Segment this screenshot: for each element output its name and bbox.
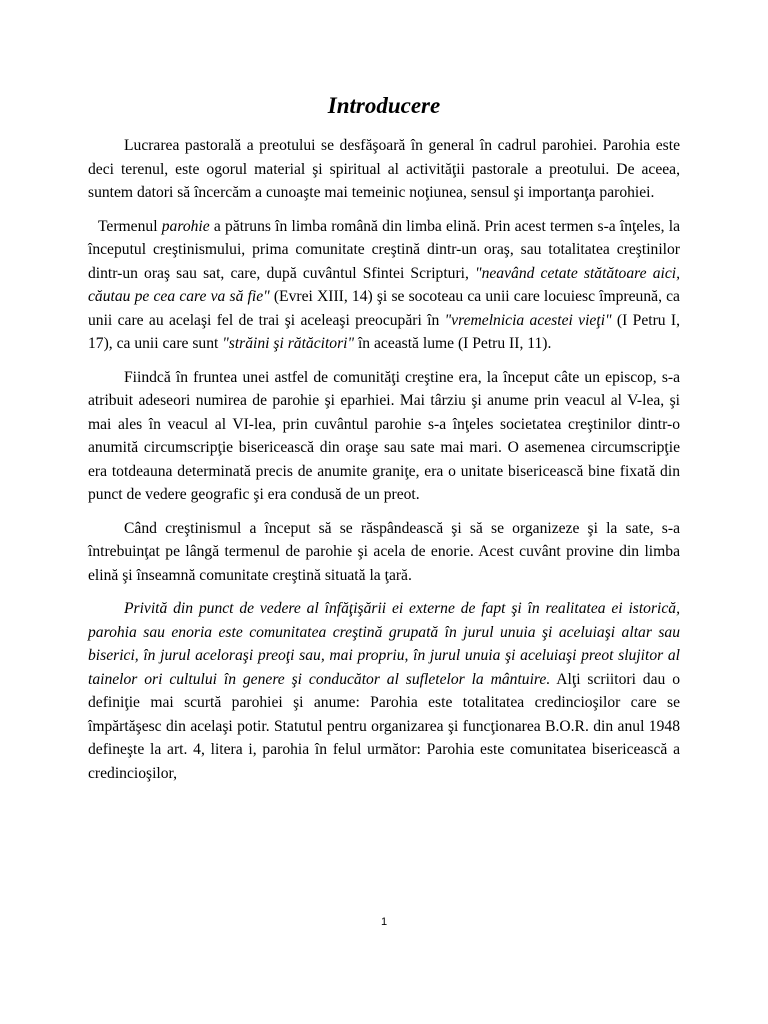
paragraph-1: Lucrarea pastorală a preotului se desfăşoară în general în cadrul parohiei. Parohia este deci terenul, este ogorul material şi spiritual al activităţii pastorale a preotului. De aceea, suntem datori să încercăm a cunoaşte mai temeinic noţiunea, sensul şi importanţa parohiei.: [88, 137, 680, 201]
paragraph-5-italic-definition: Privită din punct de vedere al înfăţişării ei externe de fapt şi în realitatea ei istorică, parohia sau enoria este comunitatea creştină grupată în jurul unuia şi aceluiaşi altar sau biserici, în jurul aceloraşi preoţi sau, mai propriu, în jurul unuia şi aceluiaşi preot slujitor al tainelor ori cultului în genere şi conducător al sufletelor la mântuire.: [88, 600, 680, 688]
paragraph-2-quote-2: "vremelnicia acestei vieţi": [444, 311, 612, 329]
paragraph-3: Fiindcă în fruntea unei astfel de comunităţi creştine era, la început câte un episcop, s-a atribuit adeseori numirea de parohie şi eparhiei. Mai târziu şi anume prin veacul al V-lea, şi mai ales în veacul al VI-lea, prin cuvântul parohie s-a înţeles societatea creştinilor dintr-o anumită circumscripţie bisericească din oraşe sau sate mai mari. O asemenea circumscripţie era totdeauna determinată precis de anumite graniţe, era o unitate bisericească bine fixată din punct de vedere geografic şi era condusă de un preot.: [88, 368, 680, 503]
paragraph-5-text: Alţi scriitori dau o definiţie mai scurtă parohiei şi anume: Parohia este totalitatea credincioşilor care se împărtăşesc din acelaşi potir. Statutul pentru organizarea şi funcţionarea B.O.R. din anul 1948 defineşte la art. 4, litera i, parohia în felul următor: Parohia este comunitatea bisericească a credincioşilor,: [88, 670, 680, 782]
paragraph-2-text-2: a pătruns în limba română din limba elină. Prin acest termen s-a înţeles, la începutul creştinismului, prima comunitate creştină dintr-un oraş, sau totalitatea creştinilor dintr-un oraş sau sat, care, după cuvântul Sfintei Scripturi,: [88, 217, 680, 282]
paragraph-2-text-1: Termenul: [98, 217, 162, 235]
page-number: 1: [380, 916, 388, 928]
paragraph-4: Când creştinismul a început să se răspândească şi să se organizeze şi la sate, s-a întrebuinţat pe lângă termenul de parohie şi acela de enorie. Acest cuvânt provine din limba elină şi înseamnă comunitate creştină situată la ţară.: [88, 519, 680, 584]
paragraph-2-text-3: (Evrei XIII, 14) şi se socoteau ca unii care locuiesc împreună, ca unii care au acelaşi fel de trai şi aceleaşi preocupări în: [88, 288, 680, 329]
document-page: [88, 92, 680, 795]
paragraph-2-italic-1: parohie: [161, 217, 210, 235]
paragraph-2: [88, 215, 680, 356]
paragraph-2-text-5: în această lume (I Petru II, 11).: [354, 335, 552, 352]
paragraph-2-quote-1: "neavând cetate stătătoare aici, căutau pe cea care va să fie": [88, 264, 680, 305]
paragraph-5: [88, 597, 680, 785]
document-title: Introducere: [327, 93, 441, 118]
paragraph-2-quote-3: "străini şi rătăcitori": [222, 335, 355, 352]
paragraph-2-text-4: (I Petru I, 17), ca unii care sunt: [88, 311, 681, 352]
